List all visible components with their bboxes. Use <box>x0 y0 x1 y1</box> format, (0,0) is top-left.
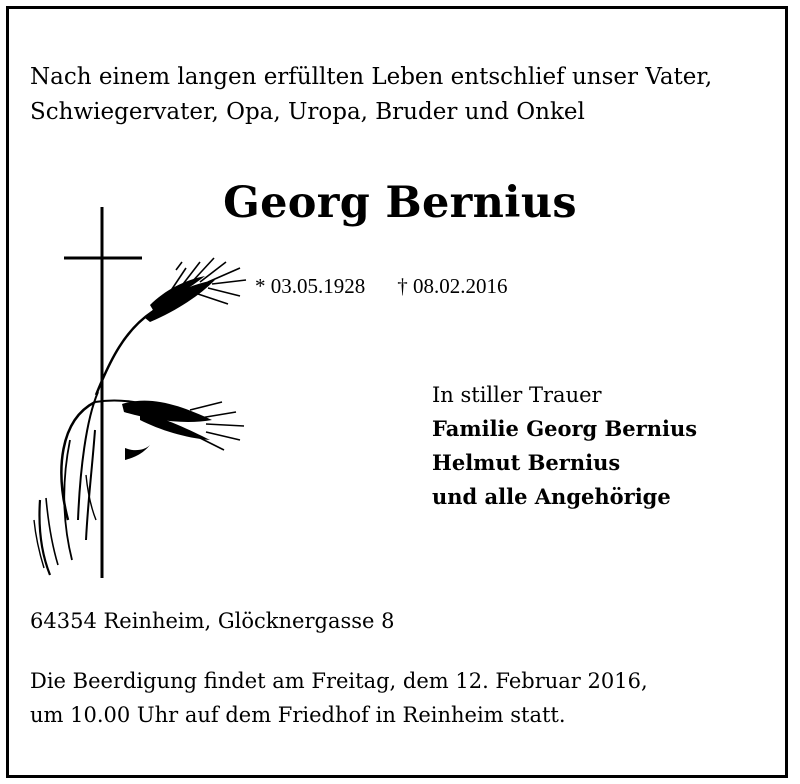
address: 64354 Reinheim, Glöcknergasse 8 <box>30 609 395 633</box>
mourner-3: und alle Angehörige <box>432 484 671 509</box>
mourner-1: Familie Georg Bernius <box>432 416 698 441</box>
death-date: † 08.02.2016 <box>397 274 508 298</box>
life-dates <box>255 274 508 299</box>
funeral-line-1: Die Beerdigung findet am Freitag, dem 12. Februar 2016, <box>30 669 648 693</box>
intro-line-2: Schwiegervater, Opa, Uropa, Bruder und Onkel <box>30 99 585 125</box>
intro-line-1: Nach einem langen erfüllten Leben entschlief unser Vater, <box>30 64 713 90</box>
funeral-notice <box>30 664 770 732</box>
mourning-heading: In stiller Trauer <box>432 383 602 407</box>
funeral-line-2: um 10.00 Uhr auf dem Friedhof in Reinheim statt. <box>30 703 566 727</box>
mourner-2: Helmut Bernius <box>432 450 621 475</box>
birth-date: * 03.05.1928 <box>255 274 366 298</box>
cross-with-wheat-icon <box>0 0 260 600</box>
deceased-name: Georg Bernius <box>223 178 577 228</box>
mourning-block <box>432 378 772 514</box>
